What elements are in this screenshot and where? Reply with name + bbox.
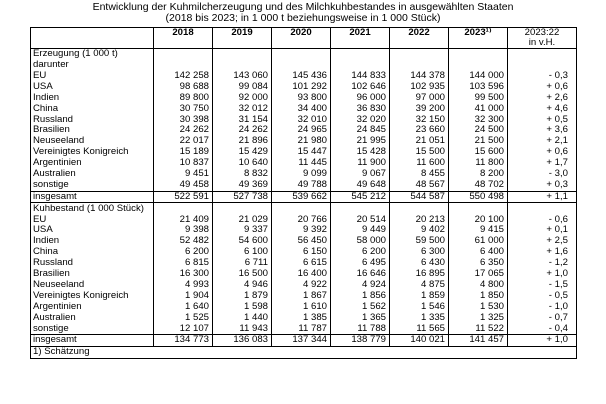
change-cell: + 0,3 (508, 180, 577, 191)
table-row (31, 280, 577, 291)
value-cell: 16 300 (154, 269, 213, 280)
value-cell: 1 440 (213, 312, 272, 323)
value-cell: 11 565 (390, 323, 449, 334)
value-cell: 6 150 (272, 247, 331, 258)
table-row (31, 247, 577, 258)
value-cell: 11 445 (272, 158, 331, 169)
value-cell: 134 773 (154, 335, 213, 347)
value-cell: 11 788 (331, 323, 390, 334)
value-cell: 141 457 (449, 335, 508, 347)
value-cell: 544 587 (390, 191, 449, 203)
empty-cell (331, 203, 390, 214)
value-cell: 49 369 (213, 180, 272, 191)
change-cell: + 3,6 (508, 125, 577, 136)
row-label: sonstige (31, 323, 154, 334)
table-row (31, 236, 577, 247)
value-cell: 15 428 (331, 147, 390, 158)
value-cell: 8 832 (213, 169, 272, 180)
table-row (31, 158, 577, 169)
change-cell: + 0,1 (508, 225, 577, 236)
value-cell: 4 875 (390, 280, 449, 291)
change-cell: + 1,1 (508, 191, 577, 203)
value-cell: 1 325 (449, 312, 508, 323)
value-cell: 21 500 (449, 136, 508, 147)
value-cell: 21 051 (390, 136, 449, 147)
value-cell: 4 800 (449, 280, 508, 291)
change-cell: - 1,5 (508, 280, 577, 291)
change-cell: + 2,1 (508, 136, 577, 147)
change-cell: + 4,6 (508, 103, 577, 114)
value-cell: 9 451 (154, 169, 213, 180)
value-cell: 92 000 (213, 93, 272, 104)
value-cell: 20 100 (449, 214, 508, 225)
change-cell: + 2,5 (508, 236, 577, 247)
change-cell: + 0,6 (508, 82, 577, 93)
value-cell: 17 065 (449, 269, 508, 280)
value-cell: 11 787 (272, 323, 331, 334)
value-cell: 6 200 (154, 247, 213, 258)
change-cell: - 0,5 (508, 291, 577, 302)
value-cell: 20 766 (272, 214, 331, 225)
value-cell: 522 591 (154, 191, 213, 203)
value-cell: 32 010 (272, 114, 331, 125)
value-cell: 545 212 (331, 191, 390, 203)
row-label: Australien (31, 312, 154, 323)
title-line-1: Entwicklung der Kuhmilcherzeugung und des Milchkuhbestandes in ausgewählten Staaten (92, 1, 514, 13)
table-row (31, 147, 577, 158)
table-row (31, 214, 577, 225)
row-label: China (31, 103, 154, 114)
value-cell: 24 500 (449, 125, 508, 136)
header-empty-cell (31, 28, 154, 49)
table-row (31, 291, 577, 302)
value-cell: 4 922 (272, 280, 331, 291)
value-cell: 23 660 (390, 125, 449, 136)
value-cell: 137 344 (272, 335, 331, 347)
value-cell: 527 738 (213, 191, 272, 203)
value-cell: 11 943 (213, 323, 272, 334)
value-cell: 8 455 (390, 169, 449, 180)
table-row (31, 93, 577, 104)
value-cell: 1 640 (154, 301, 213, 312)
value-cell: 22 017 (154, 136, 213, 147)
section-subheading (31, 60, 577, 71)
change-cell: + 1,0 (508, 269, 577, 280)
value-cell: 1 856 (331, 291, 390, 302)
column-header: 2022 (390, 28, 449, 49)
value-cell: 15 500 (390, 147, 449, 158)
empty-cell (213, 203, 272, 214)
table-title (0, 2, 606, 26)
value-cell: 61 000 (449, 236, 508, 247)
value-cell: 32 012 (213, 103, 272, 114)
section-heading-label: Kuhbestand (1 000 Stück) (31, 203, 154, 214)
value-cell: 24 262 (154, 125, 213, 136)
value-cell: 6 495 (331, 258, 390, 269)
row-label: USA (31, 82, 154, 93)
table-row (31, 136, 577, 147)
value-cell: 24 262 (213, 125, 272, 136)
value-cell: 20 514 (331, 214, 390, 225)
value-cell: 9 099 (272, 169, 331, 180)
row-label: insgesamt (31, 335, 154, 347)
row-label: sonstige (31, 180, 154, 191)
row-label: EU (31, 214, 154, 225)
empty-cell (390, 60, 449, 71)
value-cell: 1 335 (390, 312, 449, 323)
value-cell: 59 500 (390, 236, 449, 247)
value-cell: 102 935 (390, 82, 449, 93)
value-cell: 15 189 (154, 147, 213, 158)
row-label: Neuseeland (31, 280, 154, 291)
table-row (31, 82, 577, 93)
value-cell: 140 021 (390, 335, 449, 347)
row-label: insgesamt (31, 191, 154, 203)
empty-cell (449, 203, 508, 214)
value-cell: 6 300 (390, 247, 449, 258)
change-cell: - 3,0 (508, 169, 577, 180)
value-cell: 39 200 (390, 103, 449, 114)
row-label: EU (31, 71, 154, 82)
empty-cell (508, 203, 577, 214)
row-label: Brasilien (31, 125, 154, 136)
title-line-2: (2018 bis 2023; in 1 000 t beziehungsweise in 1 000 Stück) (165, 12, 441, 24)
value-cell: 4 993 (154, 280, 213, 291)
empty-cell (331, 49, 390, 60)
value-cell: 1 598 (213, 301, 272, 312)
value-cell: 56 450 (272, 236, 331, 247)
value-cell: 32 150 (390, 114, 449, 125)
change-cell: - 1,2 (508, 258, 577, 269)
value-cell: 144 833 (331, 71, 390, 82)
row-label: China (31, 247, 154, 258)
value-cell: 30 750 (154, 103, 213, 114)
value-cell: 10 837 (154, 158, 213, 169)
value-cell: 11 600 (390, 158, 449, 169)
table-body (31, 49, 577, 347)
value-cell: 16 400 (272, 269, 331, 280)
value-cell: 49 458 (154, 180, 213, 191)
empty-cell (272, 49, 331, 60)
value-cell: 34 400 (272, 103, 331, 114)
value-cell: 16 500 (213, 269, 272, 280)
change-cell: + 1,0 (508, 335, 577, 347)
value-cell: 15 429 (213, 147, 272, 158)
section-heading-label: Erzeugung (1 000 t) (31, 49, 154, 60)
change-header-line-2: in v.H. (528, 37, 556, 48)
value-cell: 4 924 (331, 280, 390, 291)
value-cell: 31 154 (213, 114, 272, 125)
change-cell: - 0,3 (508, 71, 577, 82)
value-cell: 15 447 (272, 147, 331, 158)
table-row (31, 114, 577, 125)
value-cell: 6 400 (449, 247, 508, 258)
table-row (31, 258, 577, 269)
footnote-row (31, 347, 577, 359)
value-cell: 136 083 (213, 335, 272, 347)
change-header-line-1: 2023:22 (524, 27, 560, 38)
header-row (31, 28, 577, 49)
empty-cell (213, 49, 272, 60)
table-row (31, 312, 577, 323)
table-row (31, 323, 577, 334)
milk-statistics-table (30, 27, 577, 359)
empty-cell (154, 203, 213, 214)
column-header: 2019 (213, 28, 272, 49)
value-cell: 9 398 (154, 225, 213, 236)
value-cell: 144 378 (390, 71, 449, 82)
total-row (31, 335, 577, 347)
empty-cell (154, 60, 213, 71)
change-cell: - 0,7 (508, 312, 577, 323)
value-cell: 54 600 (213, 236, 272, 247)
value-cell: 4 946 (213, 280, 272, 291)
empty-cell (449, 49, 508, 60)
value-cell: 142 258 (154, 71, 213, 82)
footnote: 1) Schätzung (31, 347, 577, 359)
value-cell: 99 500 (449, 93, 508, 104)
value-cell: 36 830 (331, 103, 390, 114)
empty-cell (213, 60, 272, 71)
value-cell: 138 779 (331, 335, 390, 347)
value-cell: 9 449 (331, 225, 390, 236)
value-cell: 6 615 (272, 258, 331, 269)
value-cell: 1 546 (390, 301, 449, 312)
value-cell: 21 409 (154, 214, 213, 225)
value-cell: 6 711 (213, 258, 272, 269)
value-cell: 32 300 (449, 114, 508, 125)
table-row (31, 103, 577, 114)
table-row (31, 301, 577, 312)
value-cell: 9 415 (449, 225, 508, 236)
empty-cell (449, 60, 508, 71)
column-header: 2018 (154, 28, 213, 49)
row-label: Indien (31, 93, 154, 104)
value-cell: 101 292 (272, 82, 331, 93)
value-cell: 6 200 (331, 247, 390, 258)
value-cell: 103 596 (449, 82, 508, 93)
value-cell: 24 965 (272, 125, 331, 136)
value-cell: 10 640 (213, 158, 272, 169)
value-cell: 16 895 (390, 269, 449, 280)
row-label: Neuseeland (31, 136, 154, 147)
value-cell: 16 646 (331, 269, 390, 280)
total-row (31, 191, 577, 203)
row-label: Vereinigtes Konigreich (31, 291, 154, 302)
change-column-header (508, 28, 577, 49)
change-cell: + 2,6 (508, 93, 577, 104)
value-cell: 1 525 (154, 312, 213, 323)
value-cell: 1 562 (331, 301, 390, 312)
value-cell: 539 662 (272, 191, 331, 203)
value-cell: 143 060 (213, 71, 272, 82)
value-cell: 1 879 (213, 291, 272, 302)
column-header: 2020 (272, 28, 331, 49)
value-cell: 11 522 (449, 323, 508, 334)
value-cell: 9 402 (390, 225, 449, 236)
value-cell: 93 800 (272, 93, 331, 104)
value-cell: 99 084 (213, 82, 272, 93)
row-label: Argentinien (31, 301, 154, 312)
value-cell: 9 067 (331, 169, 390, 180)
change-cell: + 1,7 (508, 158, 577, 169)
value-cell: 21 029 (213, 214, 272, 225)
value-cell: 1 610 (272, 301, 331, 312)
value-cell: 21 995 (331, 136, 390, 147)
row-label: USA (31, 225, 154, 236)
section-heading (31, 203, 577, 214)
change-cell: + 1,6 (508, 247, 577, 258)
value-cell: 21 896 (213, 136, 272, 147)
value-cell: 6 430 (390, 258, 449, 269)
section-heading (31, 49, 577, 60)
value-cell: 52 482 (154, 236, 213, 247)
empty-cell (508, 60, 577, 71)
value-cell: 1 904 (154, 291, 213, 302)
value-cell: 1 867 (272, 291, 331, 302)
value-cell: 144 000 (449, 71, 508, 82)
value-cell: 48 702 (449, 180, 508, 191)
empty-cell (390, 203, 449, 214)
change-cell: - 0,6 (508, 214, 577, 225)
section-subheading-label: darunter (31, 60, 154, 71)
value-cell: 11 800 (449, 158, 508, 169)
value-cell: 21 980 (272, 136, 331, 147)
row-label: Indien (31, 236, 154, 247)
column-header: 2023¹⁾ (449, 28, 508, 49)
value-cell: 1 859 (390, 291, 449, 302)
table-row (31, 269, 577, 280)
value-cell: 32 020 (331, 114, 390, 125)
value-cell: 48 567 (390, 180, 449, 191)
change-cell: - 0,4 (508, 323, 577, 334)
empty-cell (508, 49, 577, 60)
value-cell: 1 385 (272, 312, 331, 323)
value-cell: 102 646 (331, 82, 390, 93)
value-cell: 30 398 (154, 114, 213, 125)
change-cell: - 1,0 (508, 301, 577, 312)
empty-cell (390, 49, 449, 60)
row-label: Australien (31, 169, 154, 180)
value-cell: 15 600 (449, 147, 508, 158)
value-cell: 58 000 (331, 236, 390, 247)
value-cell: 89 800 (154, 93, 213, 104)
table-row (31, 180, 577, 191)
value-cell: 1 530 (449, 301, 508, 312)
change-cell: + 0,6 (508, 147, 577, 158)
table-row (31, 71, 577, 82)
table-row (31, 125, 577, 136)
value-cell: 24 845 (331, 125, 390, 136)
row-label: Argentinien (31, 158, 154, 169)
empty-cell (272, 203, 331, 214)
value-cell: 1 850 (449, 291, 508, 302)
value-cell: 96 000 (331, 93, 390, 104)
value-cell: 6 350 (449, 258, 508, 269)
value-cell: 11 900 (331, 158, 390, 169)
empty-cell (331, 60, 390, 71)
value-cell: 12 107 (154, 323, 213, 334)
value-cell: 9 392 (272, 225, 331, 236)
empty-cell (272, 60, 331, 71)
value-cell: 1 365 (331, 312, 390, 323)
row-label: Vereinigtes Konigreich (31, 147, 154, 158)
change-cell: + 0,5 (508, 114, 577, 125)
value-cell: 20 213 (390, 214, 449, 225)
row-label: Russland (31, 258, 154, 269)
value-cell: 41 000 (449, 103, 508, 114)
value-cell: 97 000 (390, 93, 449, 104)
value-cell: 49 788 (272, 180, 331, 191)
row-label: Brasilien (31, 269, 154, 280)
value-cell: 8 200 (449, 169, 508, 180)
table-row (31, 169, 577, 180)
value-cell: 145 436 (272, 71, 331, 82)
value-cell: 6 100 (213, 247, 272, 258)
value-cell: 550 498 (449, 191, 508, 203)
empty-cell (154, 49, 213, 60)
value-cell: 9 337 (213, 225, 272, 236)
value-cell: 98 688 (154, 82, 213, 93)
row-label: Russland (31, 114, 154, 125)
value-cell: 6 815 (154, 258, 213, 269)
column-header: 2021 (331, 28, 390, 49)
table-row (31, 225, 577, 236)
value-cell: 49 648 (331, 180, 390, 191)
